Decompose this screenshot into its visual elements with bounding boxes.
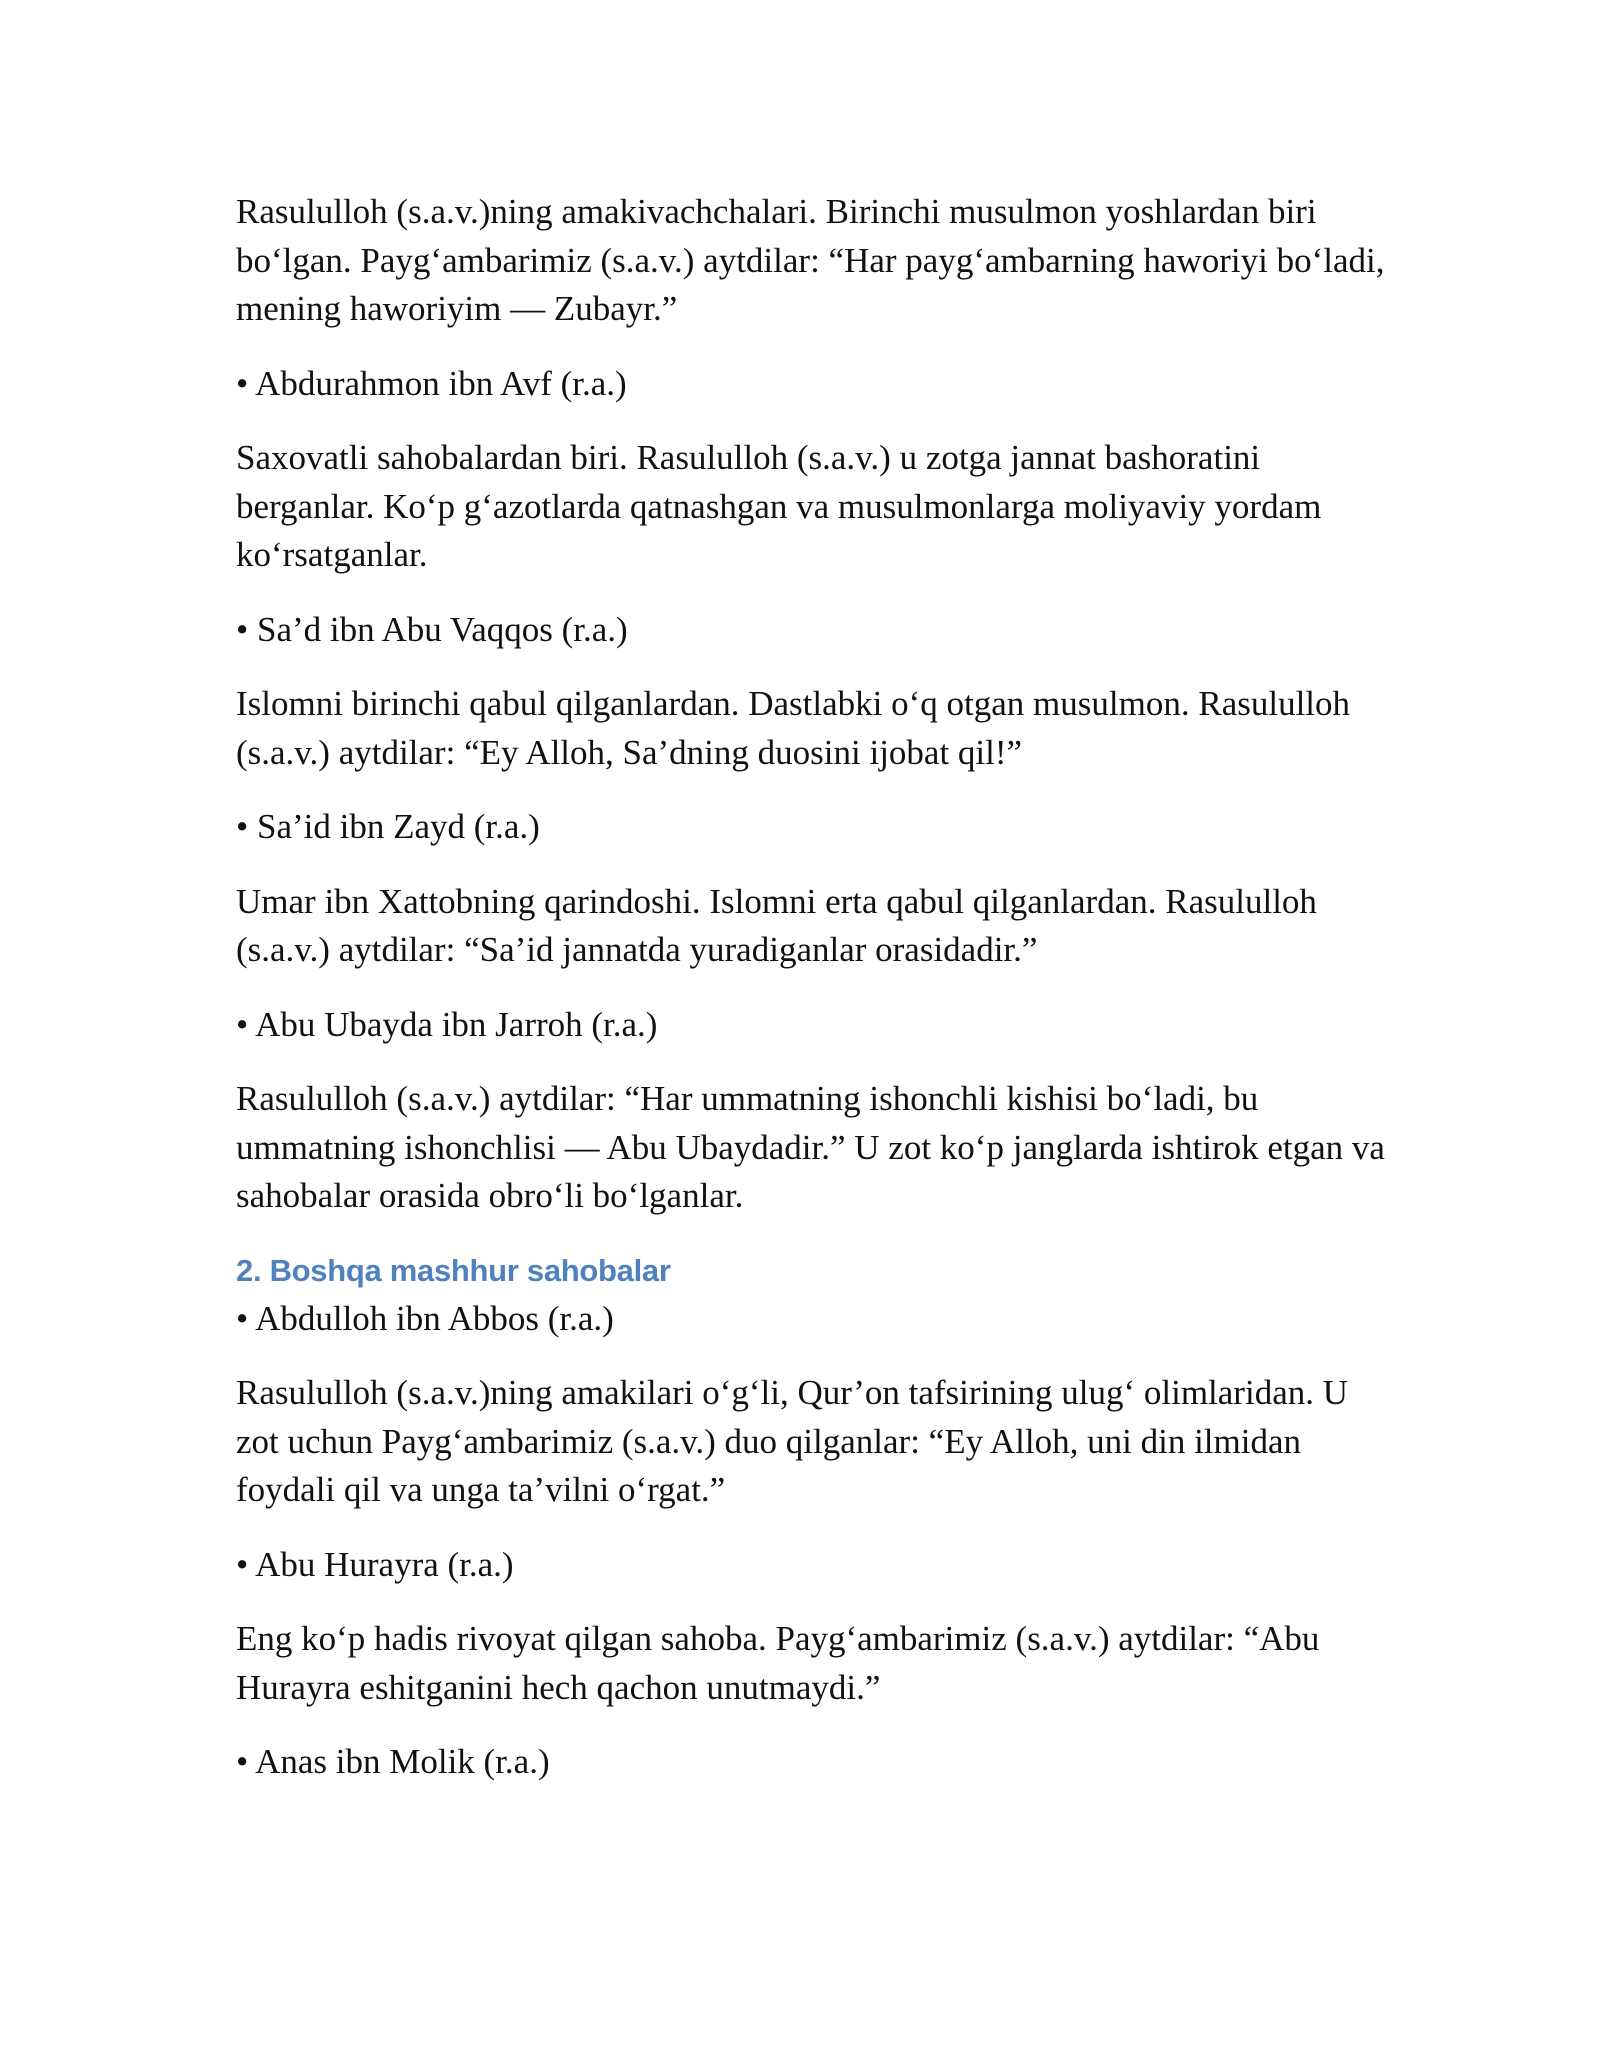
paragraph-abu-hurayra-description: Eng ko‘p hadis rivoyat qilgan sahoba. Payg‘ambarimiz (s.a.v.) aytdilar: “Abu Hurayra eshitganini hech qachon unutmaydi.” [236, 1619, 1320, 1707]
bullet-abdurahmon-ibn-avf: • Abdurahmon ibn Avf (r.a.) [236, 363, 627, 403]
section-heading-other-companions: 2. Boshqa mashhur sahobalar [236, 1252, 671, 1288]
bullet-said-ibn-zayd: • Sa’id ibn Zayd (r.a.) [236, 807, 540, 846]
paragraph-zubayr-description: Rasululloh (s.a.v.)ning amakivachchalari. Birinchi musulmon yoshlardan biri bo‘lgan. Payg‘ambarimiz (s.a.v.) aytdilar: “Har payg‘ambarning haworiyi bo‘ladi, mening haworiyim — Zubayr.” [236, 192, 1385, 328]
paragraph-sad-description: Islomni birinchi qabul qilganlardan. Dastlabki o‘q otgan musulmon. Rasululloh (s.a.v.) aytdilar: “Ey Alloh, Sa’dning duosini ijobat qil!” [236, 684, 1351, 772]
bullet-sad-ibn-abu-vaqqos: • Sa’d ibn Abu Vaqqos (r.a.) [236, 609, 628, 649]
bullet-anas-ibn-molik: • Anas ibn Molik (r.a.) [236, 1742, 550, 1781]
paragraph-abdulloh-description: Rasululloh (s.a.v.)ning amakilari o‘g‘li, Qur’on tafsirining ulug‘ olimlaridan. U zot uchun Payg‘ambarimiz (s.a.v.) duo qilganlar: “Ey Alloh, uni din ilmidan foydali qil va unga ta’vilni o‘rgat.” [236, 1373, 1349, 1509]
bullet-abu-hurayra: • Abu Hurayra (r.a.) [236, 1544, 514, 1584]
paragraph-abdurahmon-description: Saxovatli sahobalardan biri. Rasululloh (s.a.v.) u zotga jannat bashoratini berganlar. Ko‘p g‘azotlarda qatnashgan va musulmonlarga moliyaviy yordam ko‘rsatganlar. [236, 438, 1322, 574]
document-body [236, 188, 1386, 1813]
paragraph-said-description: Umar ibn Xattobning qarindoshi. Islomni erta qabul qilganlardan. Rasululloh (s.a.v.) aytdilar: “Sa’id jannatda yuradiganlar orasidadir.” [236, 881, 1317, 969]
bullet-abdulloh-ibn-abbos: • Abdulloh ibn Abbos (r.a.) [236, 1298, 614, 1338]
paragraph-abu-ubayda-description: Rasululloh (s.a.v.) aytdilar: “Har ummatning ishonchli kishisi bo‘ladi, bu ummatning ishonchlisi — Abu Ubaydadir.” U zot ko‘p janglarda ishtirok etgan va sahobalar orasida obro‘li bo‘lganlar. [236, 1079, 1385, 1215]
bullet-abu-ubayda-ibn-jarroh: • Abu Ubayda ibn Jarroh (r.a.) [236, 1004, 658, 1044]
